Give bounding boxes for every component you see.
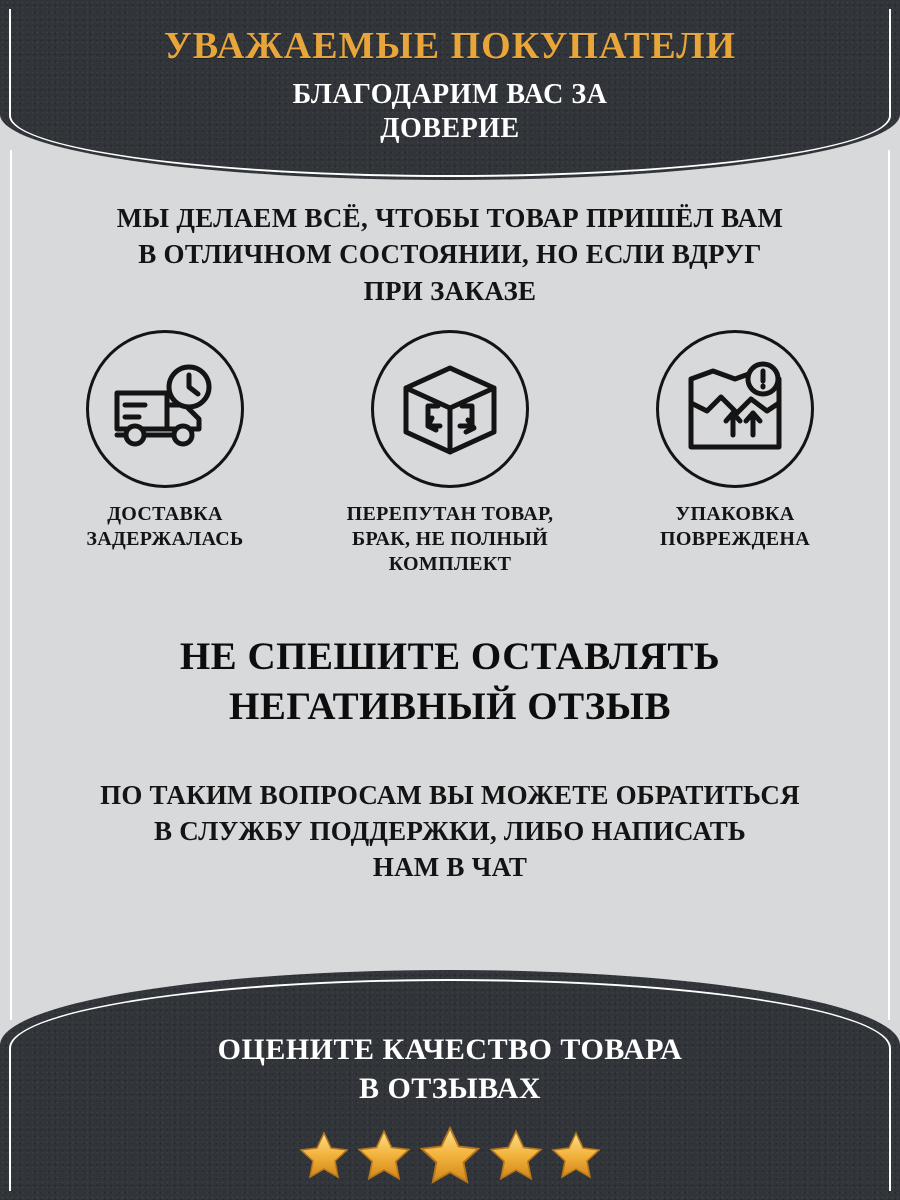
- support-text: [50, 778, 850, 886]
- rating-stars[interactable]: [0, 1124, 900, 1186]
- intro-line-3: ПРИ ЗАКАЗЕ: [363, 275, 537, 306]
- star-icon[interactable]: [356, 1128, 412, 1182]
- issue-caption-delivery-line-1: ДОСТАВКА: [107, 503, 223, 525]
- star-icon[interactable]: [550, 1130, 602, 1180]
- header: [0, 0, 900, 146]
- intro-text: [60, 200, 840, 309]
- left-border-line: [10, 150, 12, 1020]
- issue-caption-wrong-goods-line-1: ПЕРЕПУТАН ТОВАР,: [346, 503, 554, 525]
- headline-line-2: НЕГАТИВНЫЙ ОТЗЫВ: [229, 684, 671, 728]
- star-icon[interactable]: [418, 1124, 482, 1186]
- intro-line-1: МЫ ДЕЛАЕМ ВСЁ, ЧТОБЫ ТОВАР ПРИШЁЛ ВАМ: [116, 203, 784, 233]
- support-text-line-1: ПО ТАКИМ ВОПРОСАМ ВЫ МОЖЕТЕ ОБРАТИТЬСЯ: [100, 780, 800, 810]
- header-subtitle-line-2: ДОВЕРИЕ: [380, 113, 520, 145]
- footer-title-line-2: В ОТЗЫВАХ: [358, 1071, 542, 1105]
- support-text-line-3: НАМ В ЧАТ: [372, 851, 528, 882]
- star-icon[interactable]: [488, 1128, 544, 1182]
- footer: [0, 1027, 900, 1200]
- issue-caption-wrong-goods-line-3: КОМПЛЕКТ: [388, 553, 512, 575]
- issue-item-wrong-goods: [325, 330, 575, 577]
- star-icon[interactable]: [298, 1130, 350, 1180]
- issue-caption-wrong-goods-line-2: БРАК, НЕ ПОЛНЫЙ: [352, 528, 548, 550]
- footer-title: [0, 1031, 900, 1108]
- issue-caption-delivery-line-2: ЗАДЕРЖАЛАСЬ: [86, 528, 244, 550]
- footer-title-line-1: ОЦЕНИТЕ КАЧЕСТВО ТОВАРА: [217, 1033, 683, 1067]
- header-subtitle: [0, 78, 900, 146]
- delivery-truck-clock-icon: [86, 330, 244, 488]
- support-text-line-2: В СЛУЖБУ ПОДДЕРЖКИ, ЛИБО НАПИСАТЬ: [154, 815, 746, 846]
- issue-caption-damaged-package-line-1: УПАКОВКА: [675, 503, 795, 525]
- right-border-line: [888, 150, 890, 1020]
- damaged-package-icon: [656, 330, 814, 488]
- page-title: УВАЖАЕМЫЕ ПОКУПАТЕЛИ: [163, 25, 737, 67]
- issues-row: [40, 330, 860, 577]
- issue-item-delivery: [40, 330, 290, 552]
- header-subtitle-line-1: БЛАГОДАРИМ ВАС ЗА: [292, 79, 608, 110]
- issue-item-damaged-package: [610, 330, 860, 552]
- headline: [60, 632, 840, 732]
- issue-caption-damaged-package: [610, 502, 860, 552]
- issue-caption-damaged-package-line-2: ПОВРЕЖДЕНА: [660, 528, 810, 550]
- headline-line-1: НЕ СПЕШИТЕ ОСТАВЛЯТЬ: [179, 635, 721, 678]
- issue-caption-delivery: [40, 502, 290, 552]
- box-return-arrow-icon: [371, 330, 529, 488]
- issue-caption-wrong-goods: [325, 502, 575, 577]
- intro-line-2: В ОТЛИЧНОМ СОСТОЯНИИ, НО ЕСЛИ ВДРУГ: [138, 239, 762, 270]
